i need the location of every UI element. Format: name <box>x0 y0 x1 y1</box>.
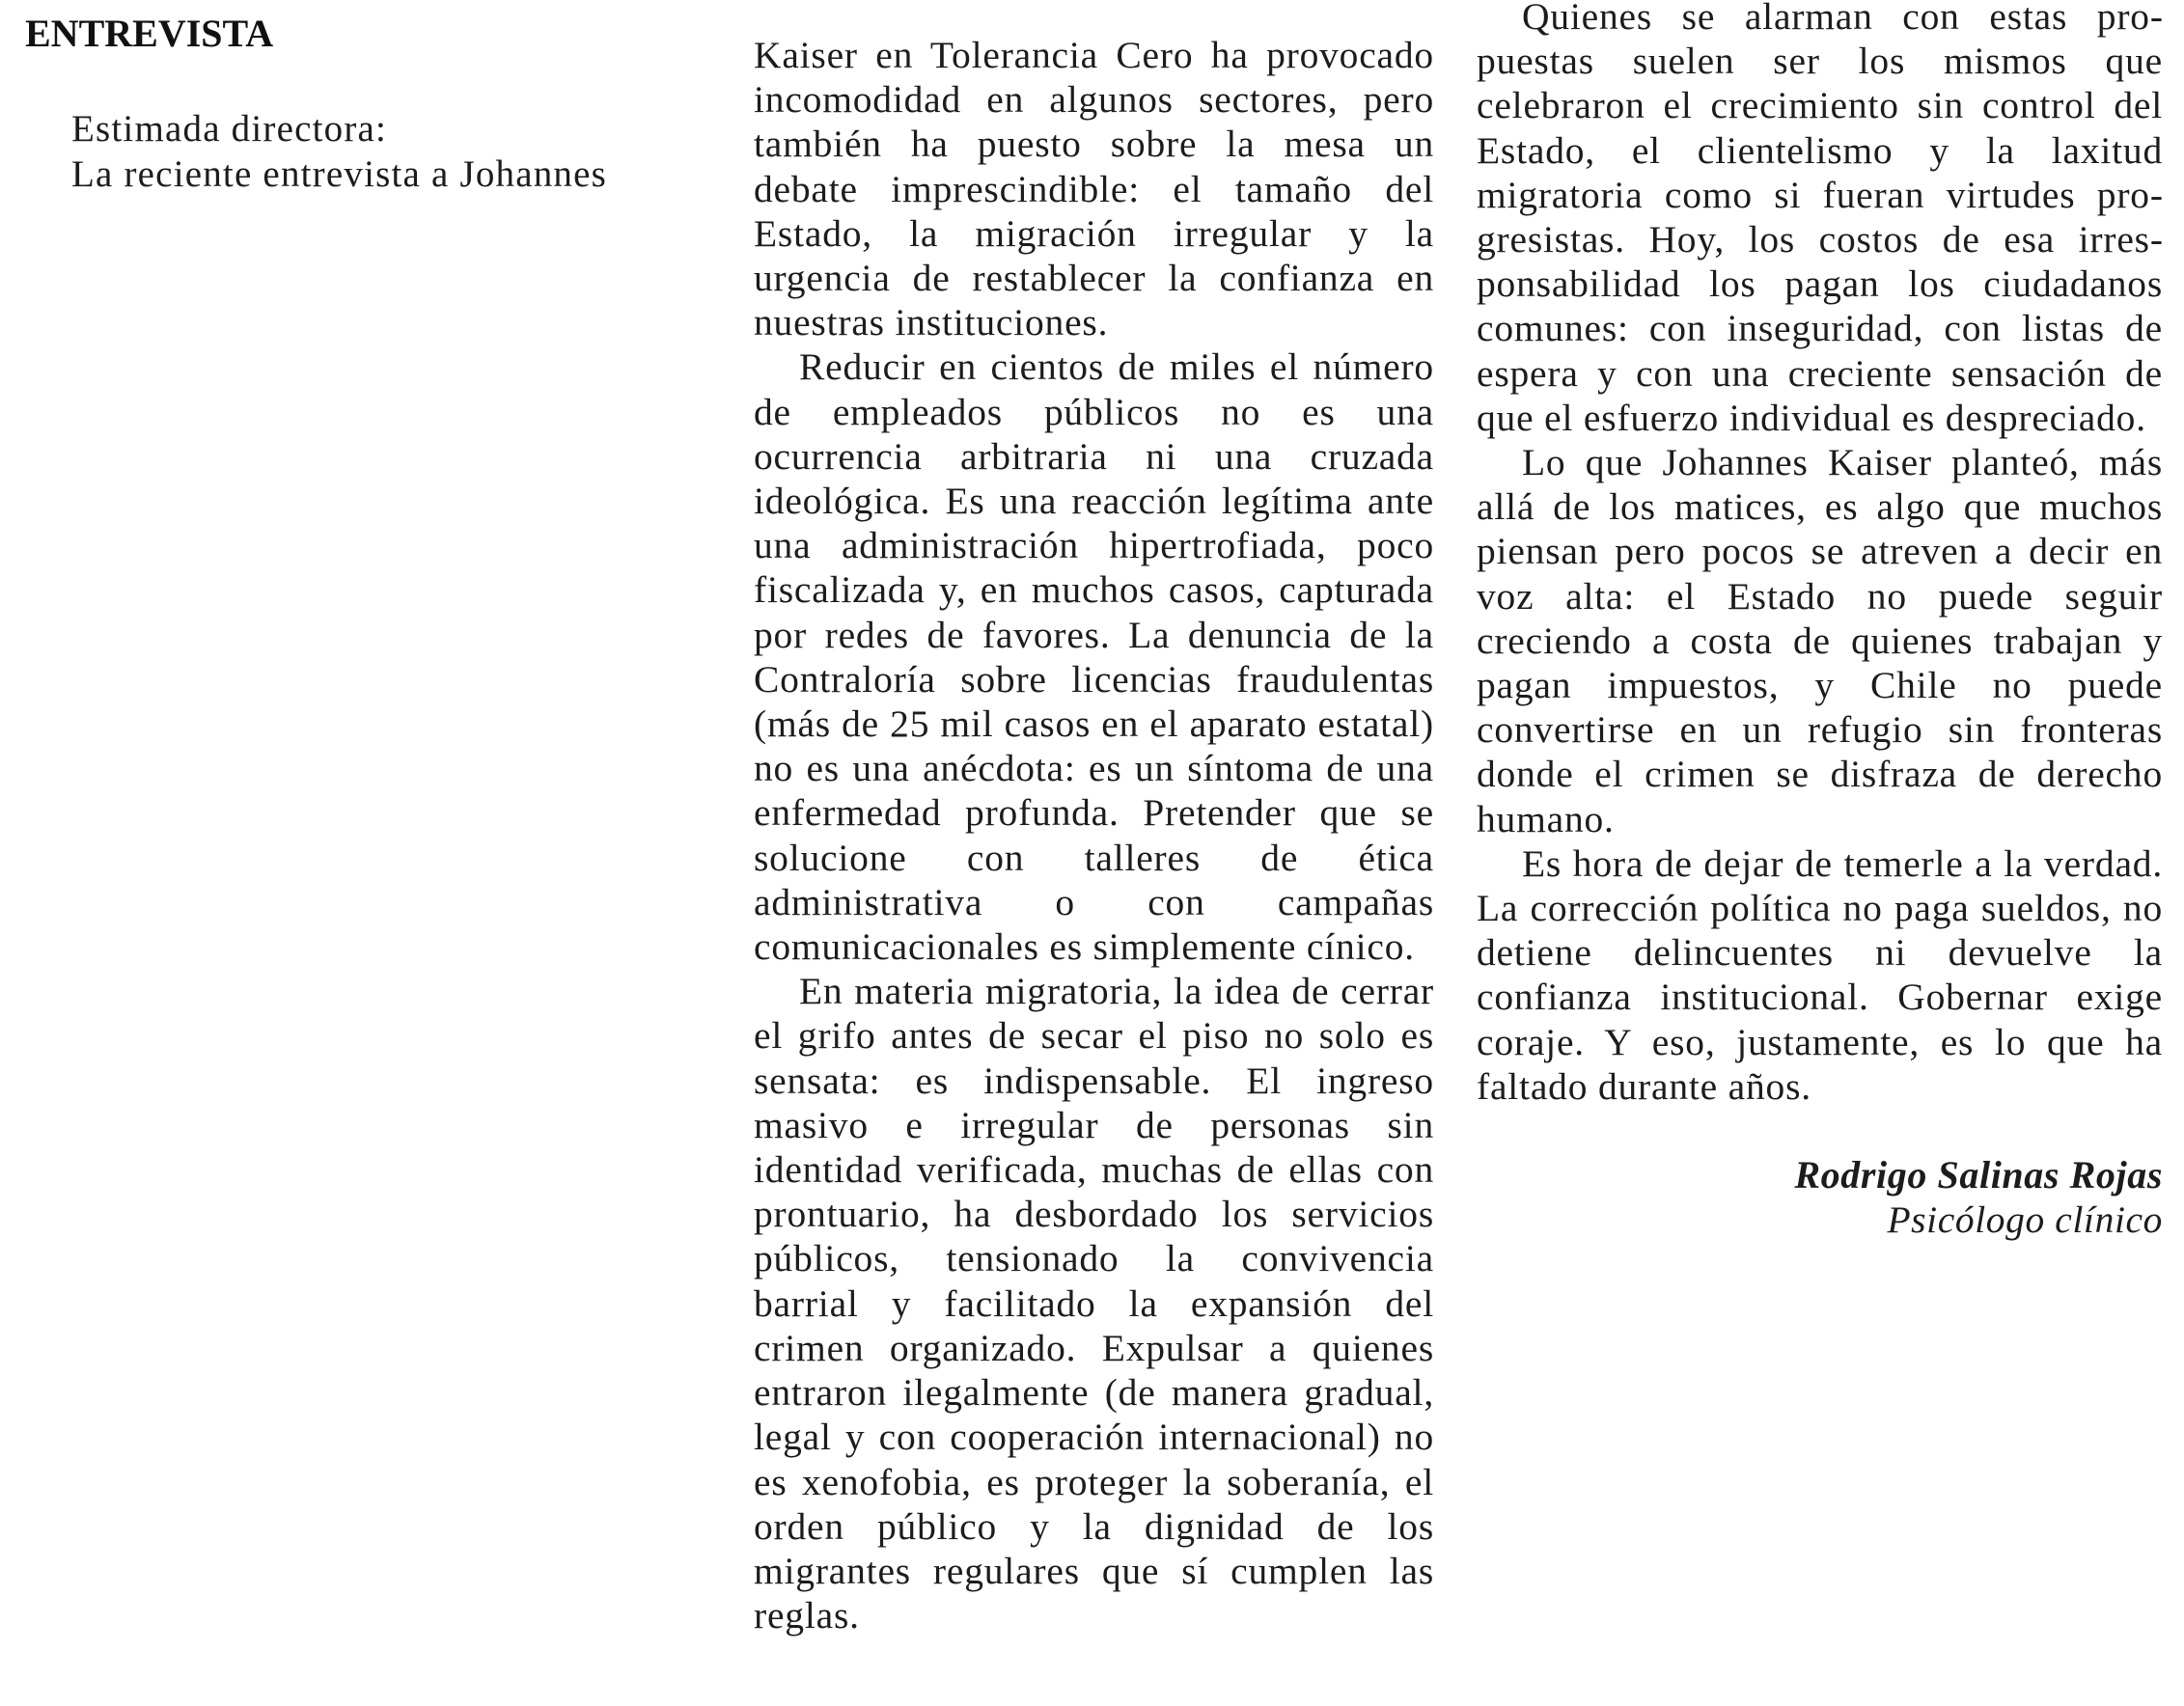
column-middle <box>754 33 1434 1637</box>
signature-block <box>1477 1153 2163 1242</box>
letter-salutation <box>71 106 715 197</box>
author-name: Rodrigo Salinas Rojas <box>1794 1153 2163 1197</box>
column-right <box>1477 0 2163 1242</box>
paragraph: Lo que Johannes Kaiser planteó, más allá de los matices, es algo que muchos piensan pero pocos se atreven a decir en voz alta: el Estado no puede seguir creciendo a costa de quienes trabajan y pagan impuestos, y Chile no puede convertirse en un refugio sin fronteras donde el crimen se disfraza de derecho humano. <box>1477 441 2163 840</box>
paragraph: Kaiser en Tolerancia Cero ha provocado incomodidad en algunos sectores, pero también ha puesto sobre la mesa un debate imprescindible: el tamaño del Estado, la migración irregular y la urgencia de restablecer la confianza en nuestras instituciones. <box>754 34 1434 344</box>
column-left <box>25 0 715 197</box>
section-label: ENTREVISTA <box>25 12 274 55</box>
paragraph: En materia migratoria, la idea de cerrar el grifo antes de secar el piso no solo es sensata: es indispensable. El ingreso masivo e irregular de personas sin identidad verificada, muchas de ellas con prontuario, ha desbordado los servicios públicos, tensionado la convivencia barrial y facilitado la expansión del crimen organizado. Expulsar a quienes entraron ilegalmente (de manera gradual, legal y con cooperación internacional) no es xenofobia, es proteger la soberanía, el orden público y la dignidad de los migrantes regulares que sí cumplen las reglas. <box>754 970 1434 1637</box>
salutation-line: Estimada directora: <box>71 108 388 150</box>
paragraph: Reducir en cientos de miles el número de empleados públicos no es una ocurrencia arbitraria ni una cruzada ideológica. Es una reacción legítima ante una administración hipertrofiada, poco fiscalizada y, en muchos casos, capturada por redes de favores. La denuncia de la Contraloría sobre licencias fraudulentas (más de 25 mil casos en el aparato estatal) no es una anécdota: es un síntoma de una enfermedad profunda. Pretender que se solucione con talleres de ética administrativa o con campañas comunicacionales es simplemente cínico. <box>754 345 1434 969</box>
paragraph: Quienes se alarman con estas propuestas suelen ser los mismos que celebraron el crecimiento sin control del Estado, el clientelismo y la laxitud migratoria como si fueran virtudes progresistas. Hoy, los costos de esa irresponsabilidad los pagan los ciudadanos comunes: con inseguridad, con listas de espera y con una creciente sensación de que el esfuerzo individual es despreciado. <box>1477 0 2163 439</box>
author-role: Psicólogo clínico <box>1887 1198 2163 1242</box>
paragraph: Es hora de dejar de temerle a la verdad. La corrección política no paga sueldos, no detiene delincuentes ni devuelve la confianza institucional. Gobernar exige coraje. Y eso, justamente, es lo que ha faltado durante años. <box>1477 841 2163 1108</box>
opening-line: La reciente entrevista a Johannes <box>71 153 608 195</box>
